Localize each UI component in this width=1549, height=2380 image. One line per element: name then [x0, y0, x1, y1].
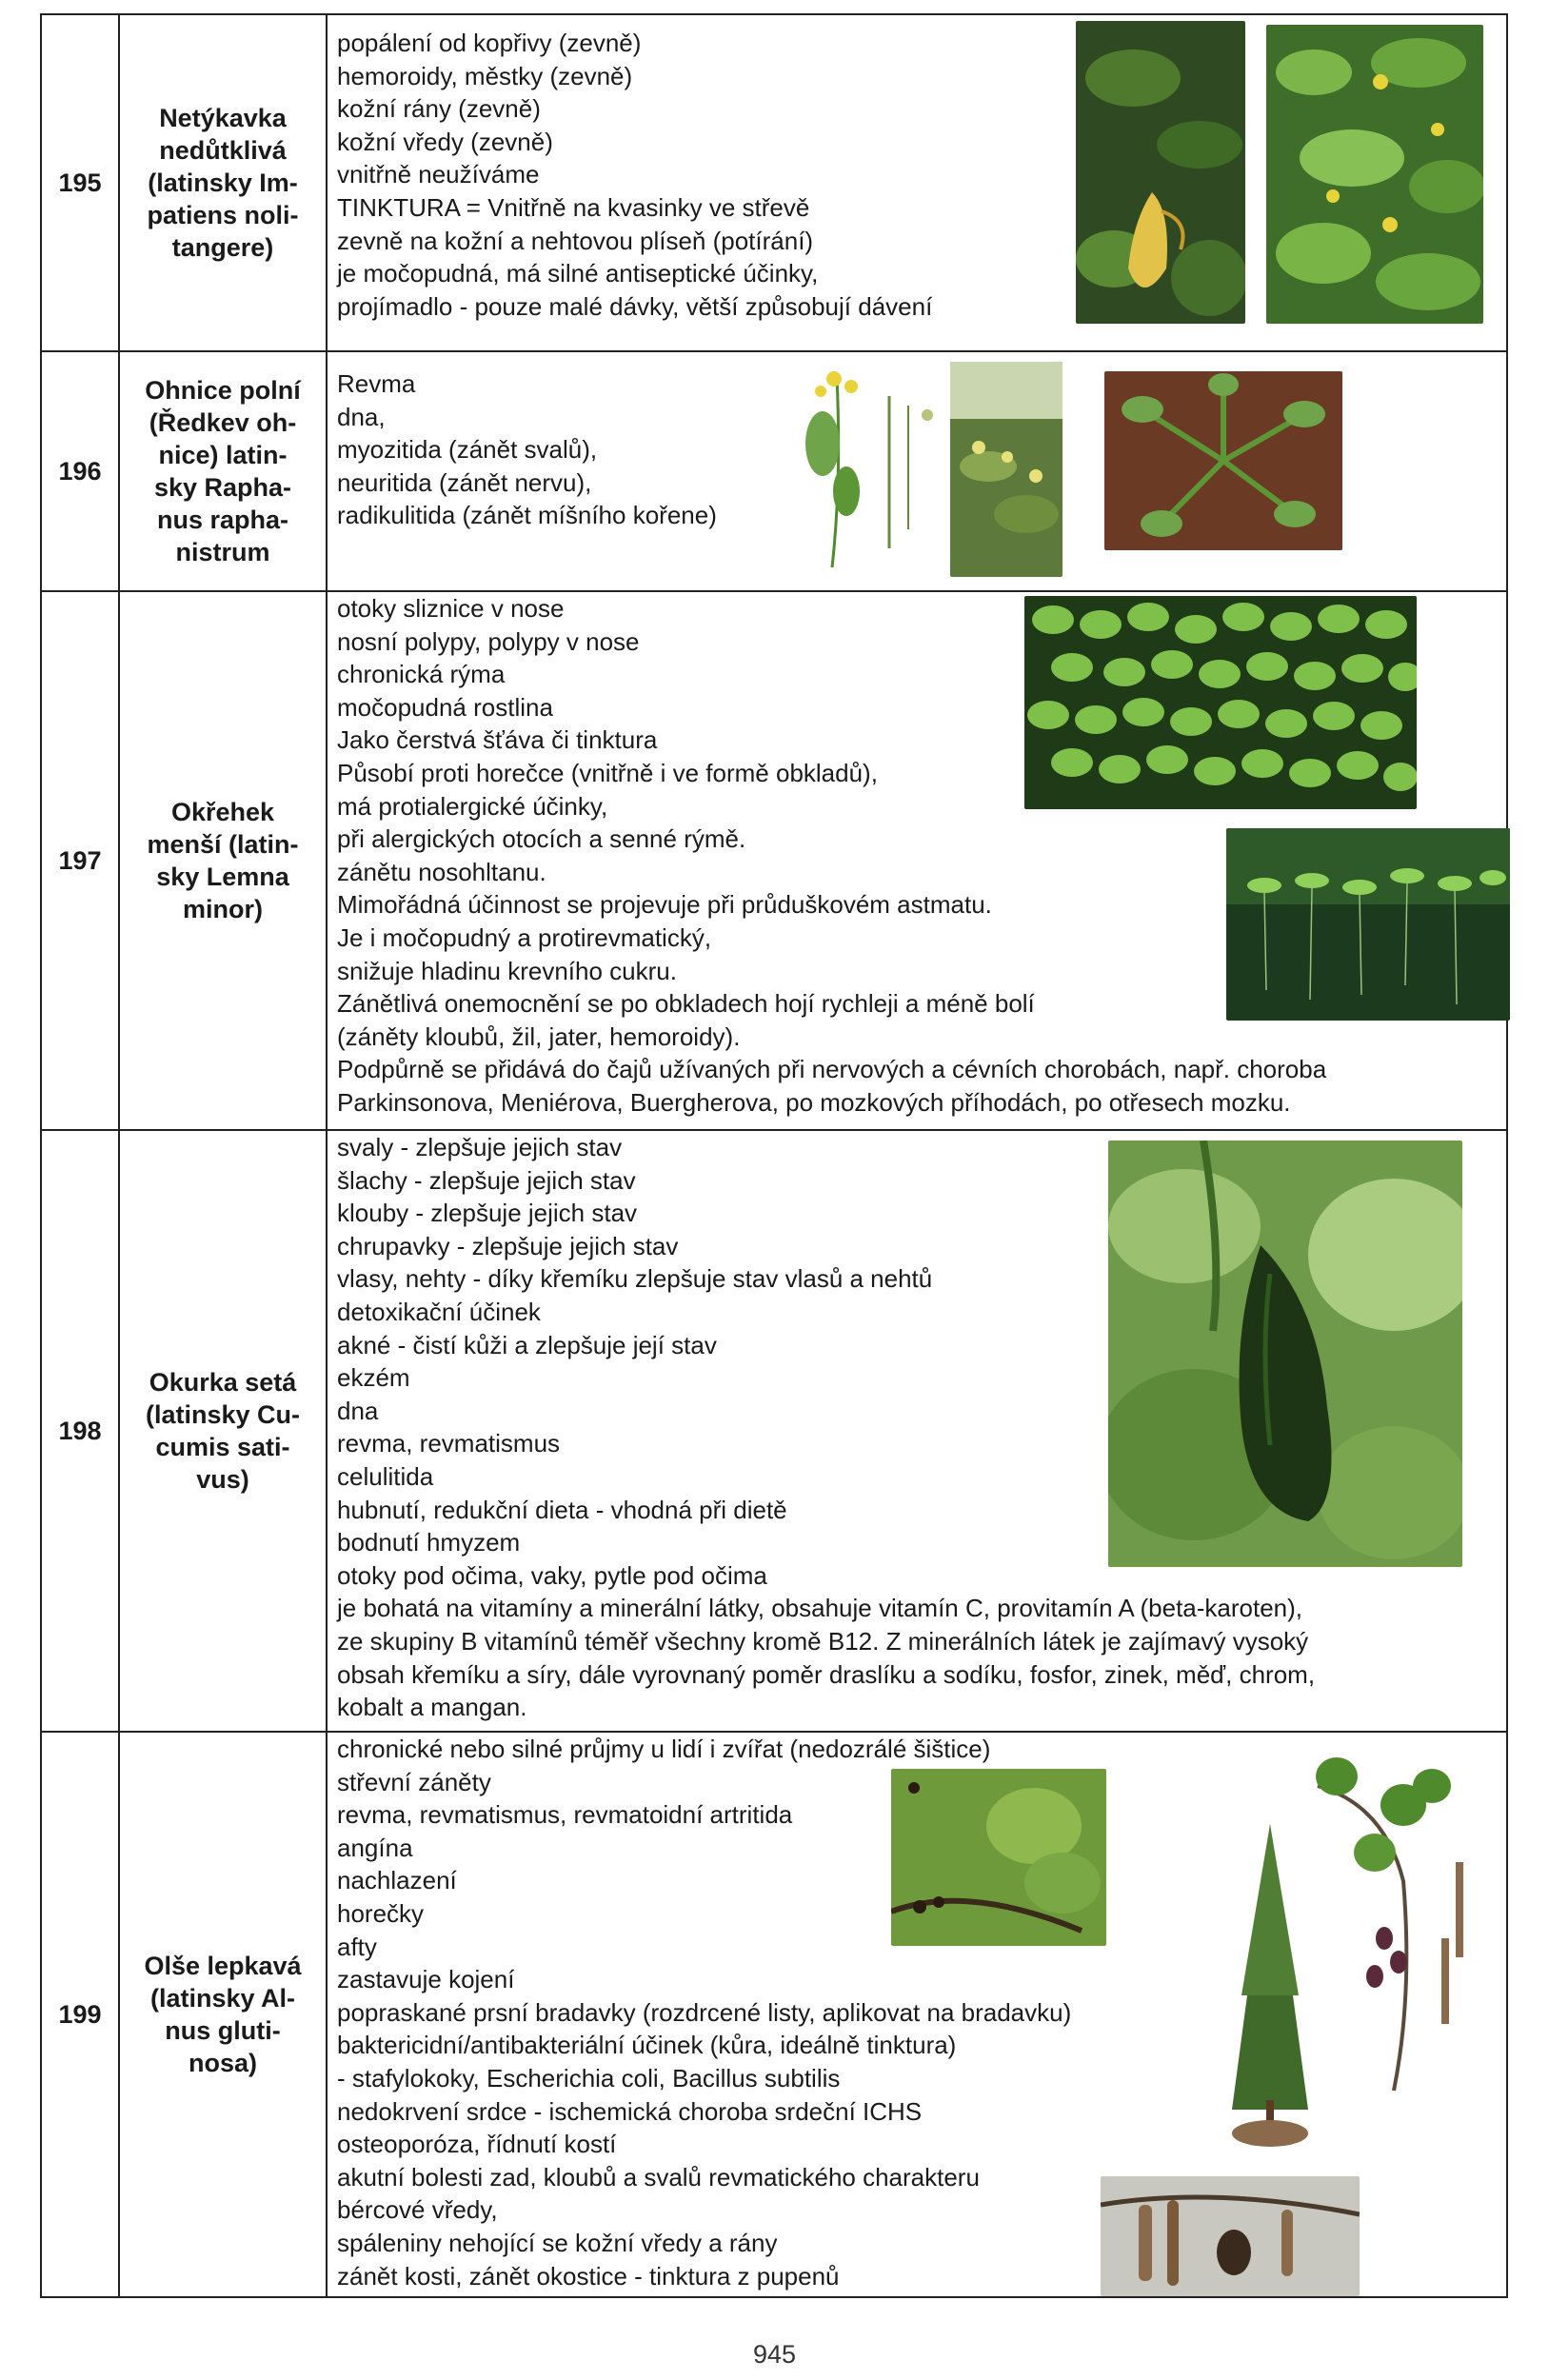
- use-item: zánětu nosohltanu.: [337, 857, 546, 886]
- plant-name-line: (Ředkev oh-: [149, 408, 297, 437]
- use-item: otoky sliznice v nose: [337, 594, 565, 623]
- plant-name-line: sky Lemna: [156, 863, 289, 891]
- plant-name-line: nice) latin-: [158, 441, 288, 469]
- use-item: vnitřně neužíváme: [337, 160, 540, 189]
- plant-name-line: Netýkavka: [159, 104, 287, 132]
- plant-name-line: (latinsky Im-: [148, 169, 298, 197]
- plant-name-line: (latinsky Al-: [149, 1984, 296, 2013]
- use-item: vlasy, nehty - díky křemíku zlepšuje stav vlasů a nehtů: [337, 1264, 933, 1294]
- plant-name: [120, 352, 328, 590]
- use-item: bodnutí hmyzem: [337, 1528, 521, 1557]
- plant-name: [120, 1733, 328, 2296]
- use-item: akutní bolesti zad, kloubů a svalů revmatického charakteru: [337, 2162, 980, 2192]
- use-item: svaly - zlepšuje jejich stav: [337, 1133, 623, 1161]
- raphanus-seedling-photo: [1104, 371, 1342, 550]
- use-item: nedokrvení srdce - ischemická choroba srdeční ICHS: [337, 2096, 923, 2126]
- alnus-branch-photo: [891, 1769, 1106, 1946]
- use-item: Podpůrně se přidává do čajů užívaných při nervových a cévních chorobách, např. choroba: [337, 1055, 1327, 1084]
- use-item: (záněty kloubů, žil, jater, hemoroidy).: [337, 1021, 741, 1051]
- use-item: nachlazení: [337, 1866, 457, 1895]
- use-item: spáleniny nehojící se kožní vředy a rány: [337, 2228, 778, 2257]
- plant-name-line: Okřehek: [170, 798, 275, 826]
- use-item: Je i močopudný a protirevmatický,: [337, 922, 712, 952]
- use-item: baktericidní/antibakteriální účinek (kůra, ideálně tinktura): [337, 2031, 957, 2060]
- use-item: Působí proti horečce (vnitřně i ve formě obkladů),: [337, 758, 878, 787]
- entry-number: 195: [42, 15, 120, 350]
- plant-table: [40, 13, 1508, 2298]
- use-item: afty: [337, 1932, 377, 1961]
- use-item: dna,: [337, 402, 386, 431]
- plant-name-line: tangere): [171, 233, 274, 262]
- use-item: projímadlo - pouze malé dávky, větší způsobují dávení: [337, 291, 933, 321]
- use-item: chronická rýma: [337, 660, 506, 689]
- use-item: kožní vředy (zevně): [337, 127, 553, 156]
- use-item: šlachy - zlepšuje jejich stav: [337, 1165, 636, 1195]
- use-item: chronické nebo silné průjmy u lidí i zvířat (nedozrálé šištice): [337, 1735, 991, 1763]
- plant-name-line: nus gluti-: [165, 2016, 281, 2045]
- use-item: obsah křemíku a síry, dále vyrovnaný poměr draslíku a sodíku, fosfor, zinek, měď, chrom,: [337, 1659, 1316, 1689]
- use-item: chrupavky - zlepšuje jejich stav: [337, 1231, 679, 1260]
- use-item: zevně na kožní a nehtovou plíseň (potírání): [337, 226, 814, 255]
- use-item: popálení od kopřivy (zevně): [337, 29, 642, 57]
- use-item: bércové vředy,: [337, 2195, 498, 2225]
- plant-name-line: nosa): [188, 2049, 257, 2077]
- page-number: 945: [752, 2340, 797, 2369]
- cucumber-plant-photo: [1108, 1140, 1462, 1567]
- uses-list: [337, 367, 717, 532]
- use-item: ze skupiny B vitamínů téměř všechny kromě B12. Z minerálních látek je zajímavý vysoký: [337, 1626, 1309, 1656]
- use-item: detoxikační účinek: [337, 1297, 541, 1326]
- entry-number: 199: [42, 1733, 120, 2296]
- use-item: klouby - zlepšuje jejich stav: [337, 1199, 638, 1228]
- use-item: nosní polypy, polypy v nose: [337, 626, 640, 656]
- use-item: radikulitida (zánět míšního kořene): [337, 501, 717, 530]
- use-item: revma, revmatismus: [337, 1429, 561, 1458]
- raphanus-field-photo: [950, 362, 1062, 577]
- use-item: snižuje hladinu krevního cukru.: [337, 956, 677, 985]
- impatiens-plant-photo: [1266, 25, 1483, 324]
- use-item: močopudná rostlina: [337, 692, 553, 722]
- use-item: má protialergické účinky,: [337, 791, 608, 821]
- plant-name-line: Olše lepkavá: [144, 1952, 302, 1980]
- plant-name: [120, 592, 328, 1129]
- plant-name: [120, 1131, 328, 1731]
- entry-number: 196: [42, 352, 120, 590]
- use-item: zánět kosti, zánět okostice - tinktura z pupenů: [337, 2261, 840, 2291]
- raphanus-botanical-illustration: [794, 358, 946, 579]
- use-item: dna: [337, 1396, 379, 1425]
- plant-name: [120, 15, 328, 350]
- use-item: neuritida (zánět nervu),: [337, 467, 592, 497]
- entry-number: 197: [42, 592, 120, 1129]
- use-item: otoky pod očima, vaky, pytle pod očima: [337, 1560, 767, 1590]
- alnus-catkins-photo: [1101, 2176, 1360, 2296]
- plant-name-line: minor): [183, 895, 263, 923]
- use-item: Mimořádná účinnost se projevuje při průduškovém astmatu.: [337, 890, 992, 920]
- use-item: myozitida (zánět svalů),: [337, 435, 598, 465]
- use-item: osteoporóza, řídnutí kostí: [337, 2130, 617, 2159]
- use-item: horečky: [337, 1898, 425, 1928]
- use-item: revma, revmatismus, revmatoidní artritida: [337, 1800, 793, 1830]
- uses-list: [337, 27, 932, 323]
- table-row: [40, 1129, 1508, 1731]
- plant-name-line: (latinsky Cu-: [145, 1400, 301, 1429]
- use-item: akné - čistí kůži a zlepšuje její stav: [337, 1330, 717, 1359]
- plant-name-line: menší (latin-: [147, 830, 299, 859]
- use-item: angína: [337, 1833, 413, 1862]
- lemna-water-photo: [1226, 828, 1510, 1021]
- use-item: hubnutí, redukční dieta - vhodná při dietě: [337, 1495, 787, 1524]
- plant-name-line: nedůtklivá: [159, 136, 287, 165]
- table-row: [40, 1731, 1508, 2298]
- lemna-surface-photo: [1024, 596, 1417, 809]
- alnus-botanical-illustration: [1213, 1748, 1479, 2171]
- plant-name-line: nus rapha-: [156, 506, 288, 534]
- use-item: střevní záněty: [337, 1767, 491, 1796]
- use-item: Jako čerstvá šťáva či tinktura: [337, 725, 658, 755]
- use-item: při alergických otocích a senné rýmě.: [337, 824, 746, 854]
- use-item: je bohatá na vitamíny a minerální látky, obsahuje vitamín C, provitamín A (beta-karoten),: [337, 1594, 1303, 1623]
- plant-name-line: Okurka setá: [149, 1368, 297, 1397]
- table-row: [40, 590, 1508, 1129]
- use-item: - stafylokoky, Escherichia coli, Bacillus subtilis: [337, 2063, 841, 2092]
- table-row: [40, 13, 1508, 350]
- use-item: Revma: [337, 369, 416, 398]
- plant-name-line: sky Rapha-: [153, 473, 292, 502]
- plant-name-line: Ohnice polní: [145, 376, 301, 405]
- use-item: Zánětlivá onemocnění se po obkladech hojí rychleji a méně bolí: [337, 989, 1035, 1019]
- use-item: TINKTURA = Vnitřně na kvasinky ve střevě: [337, 192, 810, 222]
- impatiens-flower-photo: [1076, 21, 1245, 324]
- use-item: zastavuje kojení: [337, 1965, 515, 1994]
- plant-name-line: nistrum: [175, 538, 270, 566]
- use-item: celulitida: [337, 1461, 434, 1491]
- use-item: kožní rány (zevně): [337, 94, 541, 124]
- use-item: kobalt a mangan.: [337, 1693, 527, 1722]
- use-item: Parkinsonova, Meniérova, Buergherova, po mozkových příhodách, po otřesech mozku.: [337, 1087, 1291, 1117]
- use-item: popraskané prsní bradavky (rozdrcené listy, aplikovat na bradavku): [337, 1997, 1072, 2027]
- plant-name-line: vus): [196, 1465, 249, 1494]
- use-item: ekzém: [337, 1363, 410, 1393]
- use-item: hemoroidy, městky (zevně): [337, 61, 633, 90]
- plant-name-line: cumis sati-: [155, 1433, 290, 1461]
- entry-number: 198: [42, 1131, 120, 1731]
- table-row: [40, 350, 1508, 590]
- use-item: je močopudná, má silné antiseptické účinky,: [337, 259, 819, 288]
- plant-name-line: patiens noli-: [147, 201, 299, 229]
